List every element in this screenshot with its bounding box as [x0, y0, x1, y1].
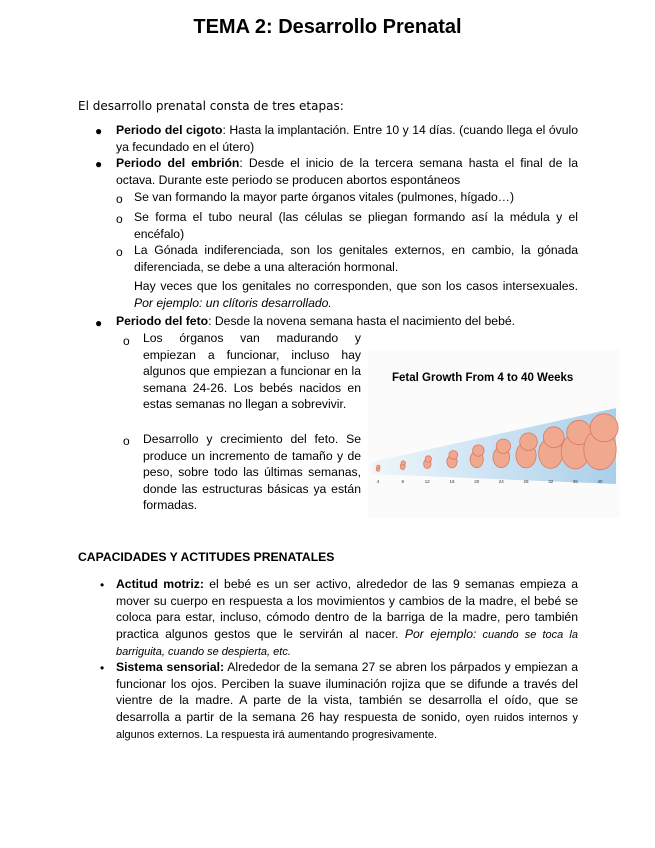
- week-label: 8: [401, 479, 404, 484]
- bullet-icon: ●: [95, 316, 103, 330]
- intro-text: El desarrollo prenatal consta de tres etapas:: [78, 99, 344, 113]
- fetus-sub-item: Desarrollo y crecimiento del feto. Se produce un incremento de tamaño y de peso, sobre todo las últimas semanas, donde las estructuras básicas ya están formadas.: [143, 432, 361, 513]
- capacity-text: Alrededor de la semana 27 se abren los párpados y empiezan a funcionar los ojos. Perciben la suave iluminación rojiza que se difunde a través del vientre de la madre. A parte de la vista, también se desarrolla el oído, que se desarrolla a partir de la semana 26 hay respuesta de sonido,: [116, 660, 578, 724]
- stage-text: : Hasta la implantación. Entre 10 y 14 días. (cuando llega el óvulo ya fecundado en el útero): [116, 123, 579, 154]
- week-label: 32: [548, 479, 554, 484]
- week-label: 40: [597, 479, 603, 484]
- fetus-sub-item: Los órganos van madurando y empiezan a funcionar, incluso hay algunos que empiezan a funcionar en la semana 24-26. Los bebés nacidos en estas semanas no llegan a sobrevivir.: [143, 331, 361, 412]
- capacity-example: cuando se toca la barriguita, cuando se despierta, etc.: [116, 628, 578, 659]
- week-label: 28: [523, 479, 529, 484]
- embryo-sub-extra: [134, 278, 578, 311]
- fetus-week-4: [376, 465, 380, 471]
- bullet-icon: ●: [95, 157, 103, 171]
- sub-bullet-icon: o: [116, 212, 123, 226]
- capacity-sensory: [116, 659, 578, 744]
- stage-text: : Desde la novena semana hasta el nacimiento del bebé.: [208, 314, 516, 328]
- stage-label: Periodo del embrión: [116, 156, 240, 170]
- embryo-sub-item: La Gónada indiferenciada, son los genitales externos, en cambio, la gónada diferenciada, se debe a una alteración hormonal.: [134, 243, 578, 274]
- capacity-label: Sistema sensorial:: [116, 660, 225, 674]
- bullet-icon: •: [100, 578, 105, 592]
- fetal-growth-figure: [368, 350, 620, 518]
- page-title: TEMA 2: Desarrollo Prenatal: [193, 16, 462, 38]
- stage-fetus: [116, 313, 578, 330]
- stage-zygote: [116, 122, 578, 155]
- embryo-sub-item: Se forma el tubo neural (las células se pliegan formando así la médula y el encéfalo): [134, 210, 578, 241]
- week-label: 4: [376, 479, 380, 484]
- section-title: CAPACIDADES Y ACTITUDES PRENATALES: [78, 550, 335, 564]
- embryo-sub-item: Se van formando la mayor parte órganos vitales (pulmones, hígado…): [134, 190, 515, 204]
- sub-bullet-icon: o: [116, 192, 123, 206]
- fetus-week-8: [400, 461, 405, 470]
- extra-example: Por ejemplo: un clítoris desarrollado.: [134, 295, 332, 310]
- capacity-motor: [116, 576, 578, 661]
- bullet-icon: ●: [95, 124, 103, 138]
- fetal-growth-illustration: [368, 350, 620, 518]
- stage-text: : Desde el inicio de la tercera semana hasta el final de la octava. Durante este periodo se producen abortos espontáneos: [116, 156, 578, 187]
- week-label: 12: [424, 479, 430, 484]
- bullet-icon: •: [100, 661, 105, 675]
- week-label: 16: [449, 479, 455, 484]
- capacity-label: Actitud motriz:: [116, 577, 204, 591]
- stage-label: Periodo del cigoto: [116, 123, 223, 137]
- capacity-example-prefix: Por ejemplo:: [404, 626, 477, 641]
- extra-text: Hay veces que los genitales no corresponden, que son los casos intersexuales.: [134, 279, 578, 293]
- stage-label: Periodo del feto: [116, 314, 209, 328]
- capacity-text-small: oyen ruidos internos y algunos externos. La respuesta irá aumentando progresivamente.: [116, 711, 578, 742]
- sub-bullet-icon: o: [123, 434, 130, 448]
- stage-embryo: [116, 155, 578, 188]
- week-label: 24: [498, 479, 504, 484]
- week-label: 36: [572, 479, 578, 484]
- sub-bullet-icon: o: [123, 334, 130, 348]
- week-label: 20: [474, 479, 480, 484]
- sub-bullet-icon: o: [116, 245, 123, 259]
- capacity-text: el bebé es un ser activo, alrededor de las 9 semanas empieza a mover su cuerpo en respuesta a los movimientos y cambios de la madre, el bebé se coloca para estar, incluso, cómodo dentro de la barriga de la madre, pero también practica algunos gestos que le servirán al nacer.: [116, 577, 578, 641]
- figure-title: Fetal Growth From 4 to 40 Weeks: [392, 372, 574, 384]
